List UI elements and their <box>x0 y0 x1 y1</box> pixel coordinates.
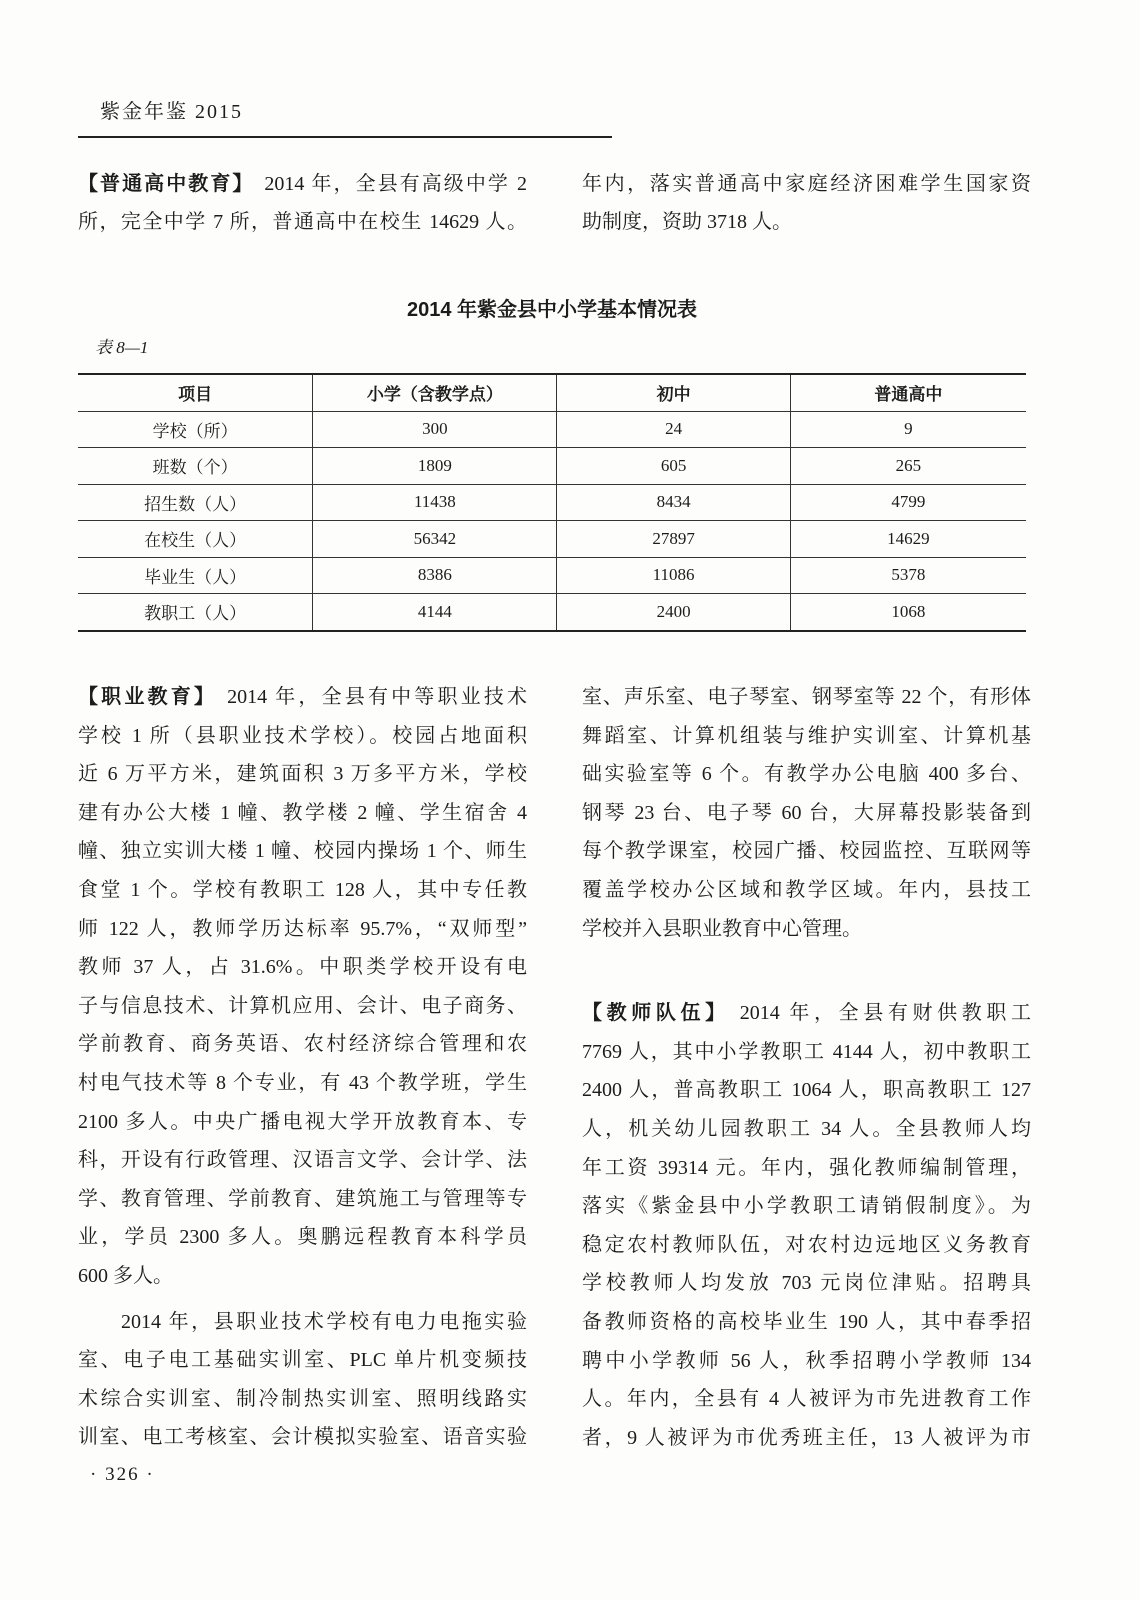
table-cell: 8386 <box>313 557 557 594</box>
body-line: 2014 年，县职业技术学校有电力电拖实验 <box>121 1310 527 1333</box>
body-line: 所，完全中学 7 所，普通高中在校生 14629 人。 <box>78 210 527 233</box>
table-row <box>78 411 1026 448</box>
table-cell: 教职工（人） <box>78 594 313 631</box>
body-line: 每个教学课室，校园广播、校园监控、互联网等 <box>582 840 1031 863</box>
body-line: 年工资 39314 元。年内，强化教师编制管理， <box>582 1156 1031 1179</box>
body-line: 教师 37 人，占 31.6%。中职类学校开设有电 <box>78 956 527 979</box>
body-line: 室、电子电工基础实训室、PLC 单片机变频技 <box>78 1349 527 1372</box>
table-row <box>78 448 1026 485</box>
body-line: 年内，落实普通高中家庭经济困难学生国家资 <box>582 173 1031 195</box>
body-line: 训室、电工考核室、会计模拟实验室、语音实验 <box>78 1426 527 1449</box>
table-cell: 招生数（人） <box>78 484 313 521</box>
table-cell: 605 <box>557 448 790 485</box>
body-line <box>582 994 1031 1033</box>
table-cell: 9 <box>790 411 1026 448</box>
table-cell: 27897 <box>557 521 790 558</box>
body-line: 聘中小学教师 56 人，秋季招聘小学教师 134 <box>582 1349 1031 1372</box>
table-cell: 4144 <box>313 594 557 631</box>
body-line: 近 6 万平方米，建筑面积 3 万多平方米，学校 <box>78 763 527 786</box>
table-cell: 11438 <box>313 484 557 521</box>
page-number: · 326 · <box>90 1464 155 1485</box>
body-line: 舞蹈室、计算机组装与维护实训室、计算机基 <box>582 724 1031 747</box>
body-line <box>78 678 527 717</box>
line-text: 2014 年，全县有高级中学 2 <box>264 173 527 195</box>
body-line: 备教师资格的高校毕业生 190 人，其中春季招 <box>582 1310 1031 1333</box>
table-cell: 14629 <box>790 521 1026 558</box>
table-cell: 在校生（人） <box>78 521 313 558</box>
body-line: 学前教育、商务英语、农村经济综合管理和农 <box>78 1033 527 1056</box>
body-line: 600 多人。 <box>78 1264 173 1287</box>
top-right-column <box>582 166 1031 241</box>
table-title: 2014 年紫金县中小学基本情况表 <box>406 299 698 321</box>
body-line: 人，机关幼儿园教职工 34 人。全县教师人均 <box>582 1117 1031 1140</box>
body-line: 子与信息技术、计算机应用、会计、电子商务、 <box>78 994 527 1017</box>
top-left-column <box>78 166 527 241</box>
table-row <box>78 557 1026 594</box>
table-row <box>78 484 1026 521</box>
table-cell: 24 <box>557 411 790 448</box>
table-cell: 学校（所） <box>78 411 313 448</box>
column-header: 初中 <box>557 374 790 411</box>
table-cell: 4799 <box>790 484 1026 521</box>
table-row <box>78 594 1026 631</box>
column-header: 普通高中 <box>790 374 1026 411</box>
body-line: 室、声乐室、电子琴室、钢琴室等 22 个，有形体 <box>582 686 1031 708</box>
table-cell: 1809 <box>313 448 557 485</box>
body-line: 钢琴 23 台、电子琴 60 台，大屏幕投影装备到 <box>582 801 1031 824</box>
body-line: 学、教育管理、学前教育、建筑施工与管理等专 <box>78 1187 527 1210</box>
body-line: 助制度，资助 3718 人。 <box>582 210 792 233</box>
body-line: 7769 人，其中小学教职工 4144 人，初中教职工 <box>582 1040 1031 1063</box>
column-header: 项目 <box>78 374 313 411</box>
body-line <box>78 166 527 204</box>
body-line: 2400 人，普高教职工 1064 人，职高教职工 127 <box>582 1079 1031 1102</box>
body-line: 幢、独立实训大楼 1 幢、校园内操场 1 个、师生 <box>78 840 527 863</box>
body-line: 学校 1 所（县职业技术学校）。校园占地面积 <box>78 724 527 747</box>
body-line: 建有办公大楼 1 幢、教学楼 2 幢、学生宿舍 4 <box>78 801 527 824</box>
body-line: 础实验室等 6 个。有教学办公电脑 400 多台、 <box>582 763 1031 786</box>
table-cell: 毕业生（人） <box>78 557 313 594</box>
table-cell: 11086 <box>557 557 790 594</box>
section-heading: 【职业教育】 <box>78 686 218 708</box>
table-row <box>78 521 1026 558</box>
body-line: 村电气技术等 8 个专业，有 43 个教学班，学生 <box>78 1071 527 1094</box>
body-line: 术综合实训室、制冷制热实训室、照明线路实 <box>78 1387 527 1410</box>
running-title: 紫金年鉴 2015 <box>100 101 243 123</box>
table-cell: 班数（个） <box>78 448 313 485</box>
table-header-row <box>78 374 1026 411</box>
table-number: 表 8—1 <box>95 338 149 357</box>
body-line: 覆盖学校办公区域和教学区域。年内，县技工 <box>582 878 1031 901</box>
table-cell: 56342 <box>313 521 557 558</box>
body-line: 师 122 人，教师学历达标率 95.7%，“双师型” <box>78 917 527 940</box>
table-cell: 2400 <box>557 594 790 631</box>
body-line: 学校并入县职业教育中心管理。 <box>582 917 862 940</box>
body-line: 业，学员 2300 多人。奥鹏远程教育本科学员 <box>78 1226 527 1249</box>
table-cell: 8434 <box>557 484 790 521</box>
table-cell: 265 <box>790 448 1026 485</box>
body-line: 者，9 人被评为市优秀班主任，13 人被评为市 <box>582 1426 1031 1449</box>
body-line: 人。年内，全县有 4 人被评为市先进教育工作 <box>582 1388 1031 1411</box>
line-text: 2014 年，全县有财供教职工 <box>739 1002 1031 1025</box>
table-cell: 5378 <box>790 557 1026 594</box>
body-line: 学校教师人均发放 703 元岗位津贴。招聘具 <box>582 1272 1031 1295</box>
body-line: 2100 多人。中央广播电视大学开放教育本、专 <box>78 1110 527 1133</box>
table-cell: 300 <box>313 411 557 448</box>
body-line: 食堂 1 个。学校有教职工 128 人，其中专任教 <box>78 878 527 901</box>
body-line: 稳定农村教师队伍，对农村边远地区义务教育 <box>582 1233 1031 1256</box>
column-header: 小学（含教学点） <box>313 374 557 411</box>
section-heading: 【普通高中教育】 <box>78 173 255 195</box>
school-stats-table <box>78 373 1026 632</box>
header-rule <box>78 136 612 138</box>
body-line: 科，开设有行政管理、汉语言文学、会计学、法 <box>78 1149 527 1172</box>
section-heading: 【教师队伍】 <box>582 1002 730 1025</box>
body-left-column <box>78 678 527 1457</box>
table-cell: 1068 <box>790 594 1026 631</box>
body-line: 落实《紫金县中小学教职工请销假制度》。为 <box>582 1195 1031 1218</box>
body-right-column <box>582 678 1031 1457</box>
line-text: 2014 年，全县有中等职业技术 <box>227 686 527 708</box>
